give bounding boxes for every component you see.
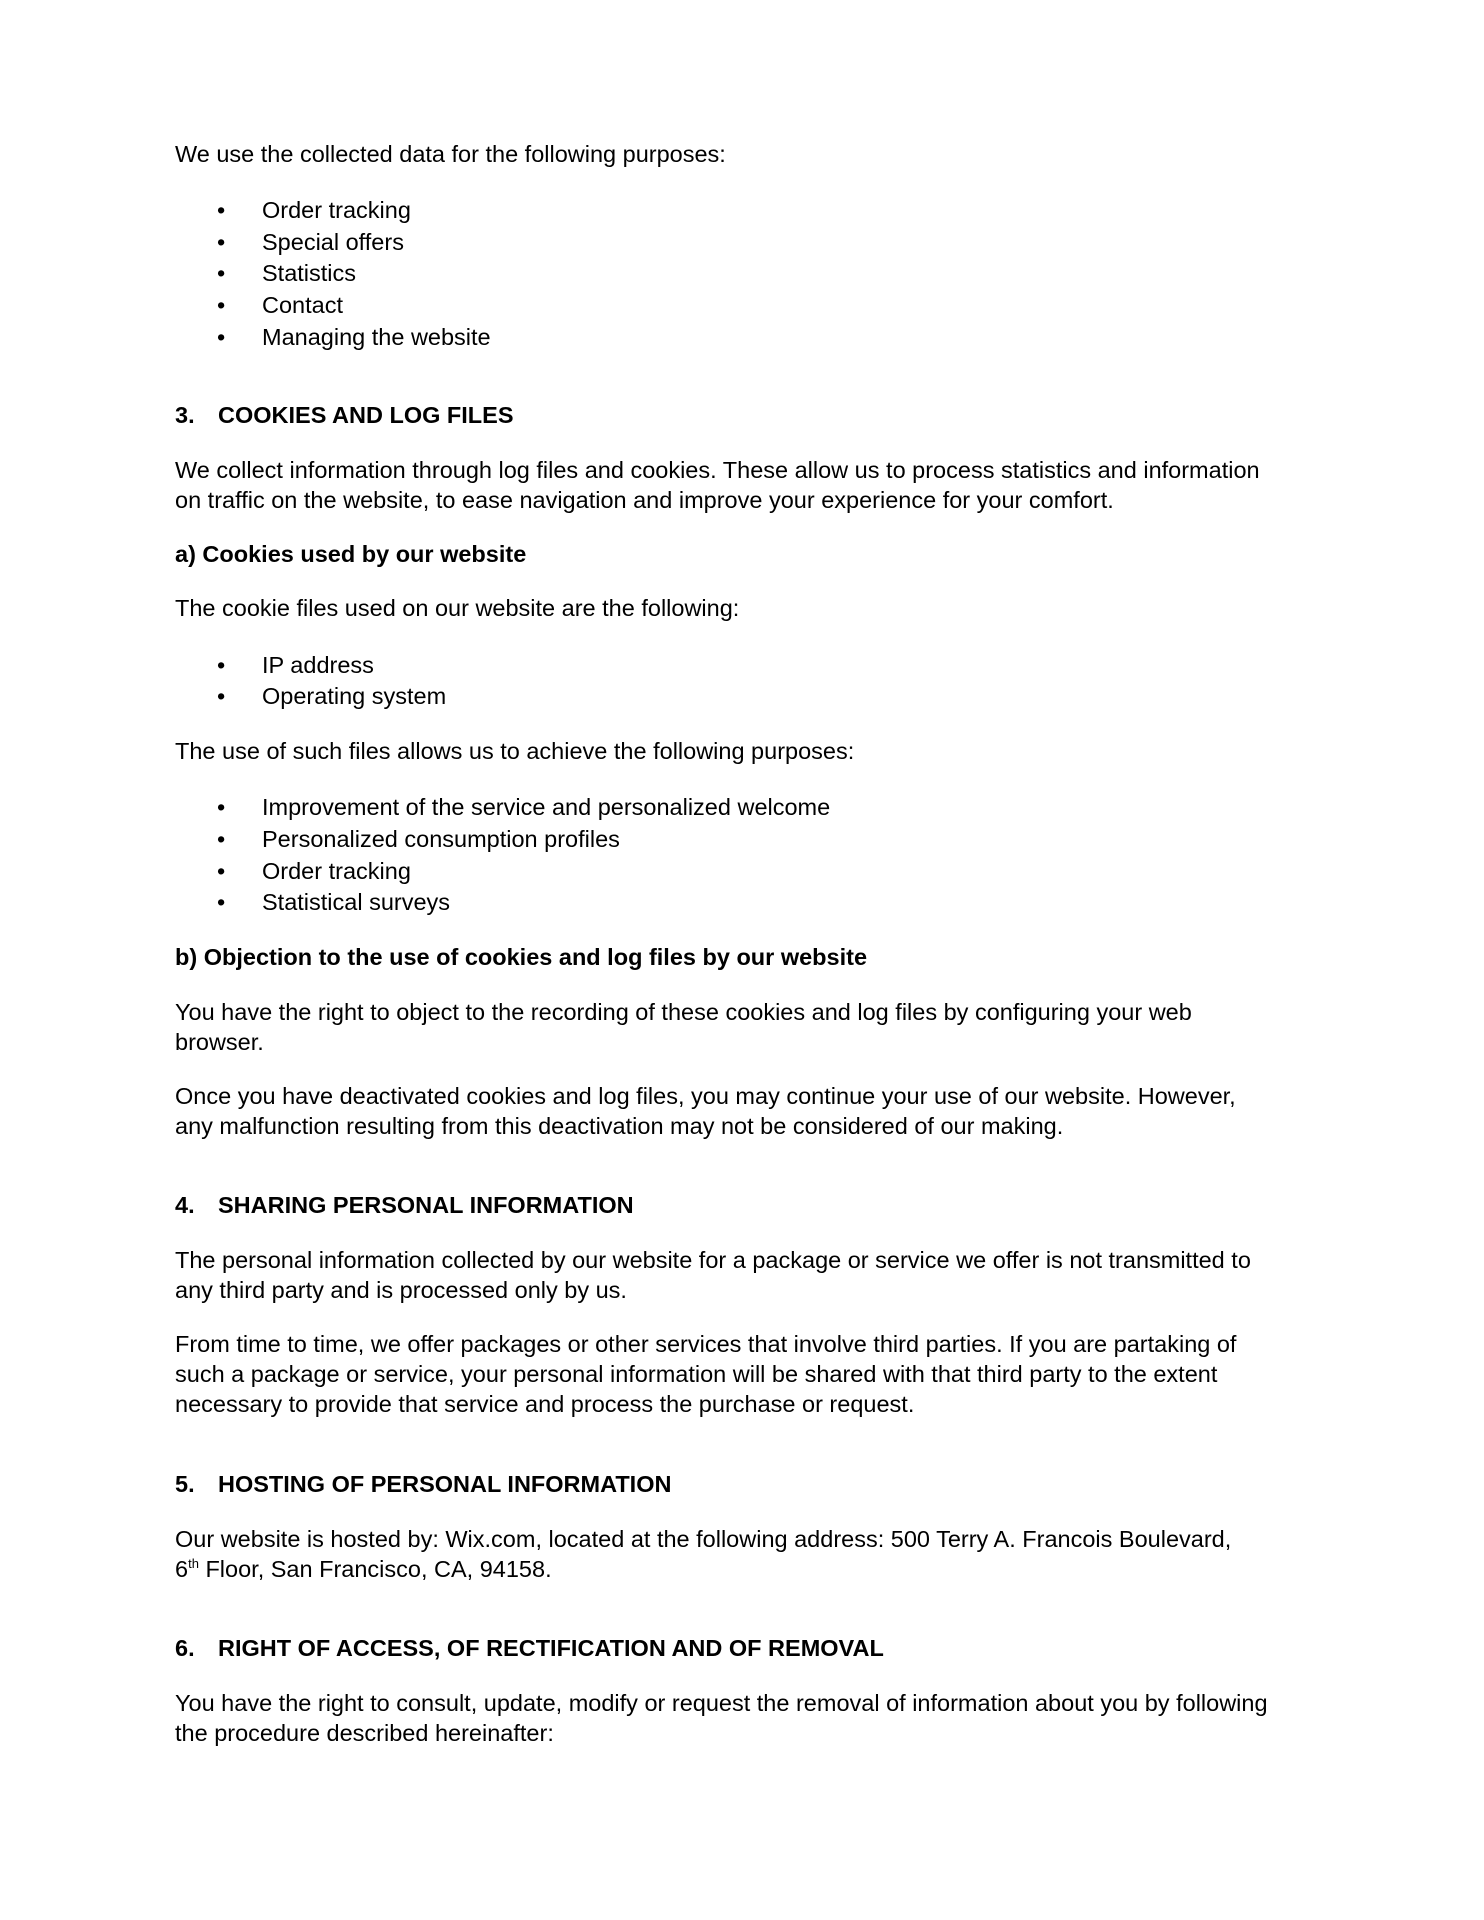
section-4-heading xyxy=(175,1190,634,1220)
list-item: Statistical surveys xyxy=(262,889,451,915)
section-number: 4. xyxy=(175,1192,195,1218)
bullet: • xyxy=(217,889,226,915)
paragraph-line: any third party and is processed only by us. xyxy=(175,1277,627,1303)
bullet: • xyxy=(217,324,226,350)
list-item: Order tracking xyxy=(262,197,411,223)
list-item: Improvement of the service and personalized welcome xyxy=(262,794,831,820)
section-title: SHARING PERSONAL INFORMATION xyxy=(218,1192,634,1218)
section-6-heading xyxy=(175,1633,884,1663)
paragraph-line: on traffic on the website, to ease navigation and improve your experience for your comfort. xyxy=(175,487,1114,513)
list-item: IP address xyxy=(262,652,374,678)
section-number: 6. xyxy=(175,1635,195,1661)
section-number: 5. xyxy=(175,1471,195,1497)
list-item: Personalized consumption profiles xyxy=(262,826,620,852)
paragraph-line: You have the right to object to the recording of these cookies and log files by configuring your web xyxy=(175,999,1192,1025)
bullet: • xyxy=(217,826,226,852)
section-3-heading xyxy=(175,400,514,430)
list-item: Special offers xyxy=(262,229,404,255)
section-number: 3. xyxy=(175,402,195,428)
bullet: • xyxy=(217,794,226,820)
list-item: Managing the website xyxy=(262,324,491,350)
paragraph-line: browser. xyxy=(175,1029,264,1055)
list-item: Contact xyxy=(262,292,343,318)
paragraph-line: We collect information through log files and cookies. These allow us to process statistics and information xyxy=(175,457,1260,483)
address-line xyxy=(175,1554,552,1584)
list-item: Statistics xyxy=(262,260,357,286)
bullet: • xyxy=(217,260,226,286)
bullet: • xyxy=(217,197,226,223)
list-item: Operating system xyxy=(262,683,447,709)
paragraph-line: The use of such files allows us to achieve the following purposes: xyxy=(175,738,855,764)
intro-paragraph: We use the collected data for the following purposes: xyxy=(175,141,726,167)
section-title: HOSTING OF PERSONAL INFORMATION xyxy=(218,1471,672,1497)
section-title: COOKIES AND LOG FILES xyxy=(218,402,514,428)
paragraph-line: From time to time, we offer packages or other services that involve third parties. If you are partaking of xyxy=(175,1331,1237,1357)
section-title: RIGHT OF ACCESS, OF RECTIFICATION AND OF REMOVAL xyxy=(218,1635,884,1661)
address-rest: Floor, San Francisco, CA, 94158. xyxy=(198,1556,552,1582)
paragraph-line: The personal information collected by our website for a package or service we offer is not transmitted to xyxy=(175,1247,1251,1273)
paragraph-line: necessary to provide that service and process the purchase or request. xyxy=(175,1391,915,1417)
bullet: • xyxy=(217,683,226,709)
paragraph-line: Once you have deactivated cookies and log files, you may continue your use of our website. However, xyxy=(175,1083,1236,1109)
floor-number: 6 xyxy=(175,1556,189,1582)
bullet: • xyxy=(217,292,226,318)
paragraph-line: any malfunction resulting from this deactivation may not be considered of our making. xyxy=(175,1113,1064,1139)
paragraph-line: the procedure described hereinafter: xyxy=(175,1720,554,1746)
subheading-a: a) Cookies used by our website xyxy=(175,541,527,567)
paragraph-line: such a package or service, your personal information will be shared with that third party to the extent xyxy=(175,1361,1218,1387)
bullet: • xyxy=(217,652,226,678)
paragraph-line: The cookie files used on our website are the following: xyxy=(175,595,740,621)
paragraph-line: Our website is hosted by: Wix.com, located at the following address: 500 Terry A. Francois Boulevard, xyxy=(175,1526,1232,1552)
list-item: Order tracking xyxy=(262,858,411,884)
bullet: • xyxy=(217,858,226,884)
ordinal-suffix: th xyxy=(188,1556,199,1571)
paragraph-line: You have the right to consult, update, modify or request the removal of information about you by following xyxy=(175,1690,1268,1716)
subheading-b: b) Objection to the use of cookies and log files by our website xyxy=(175,944,868,970)
bullet: • xyxy=(217,229,226,255)
section-5-heading xyxy=(175,1469,671,1499)
